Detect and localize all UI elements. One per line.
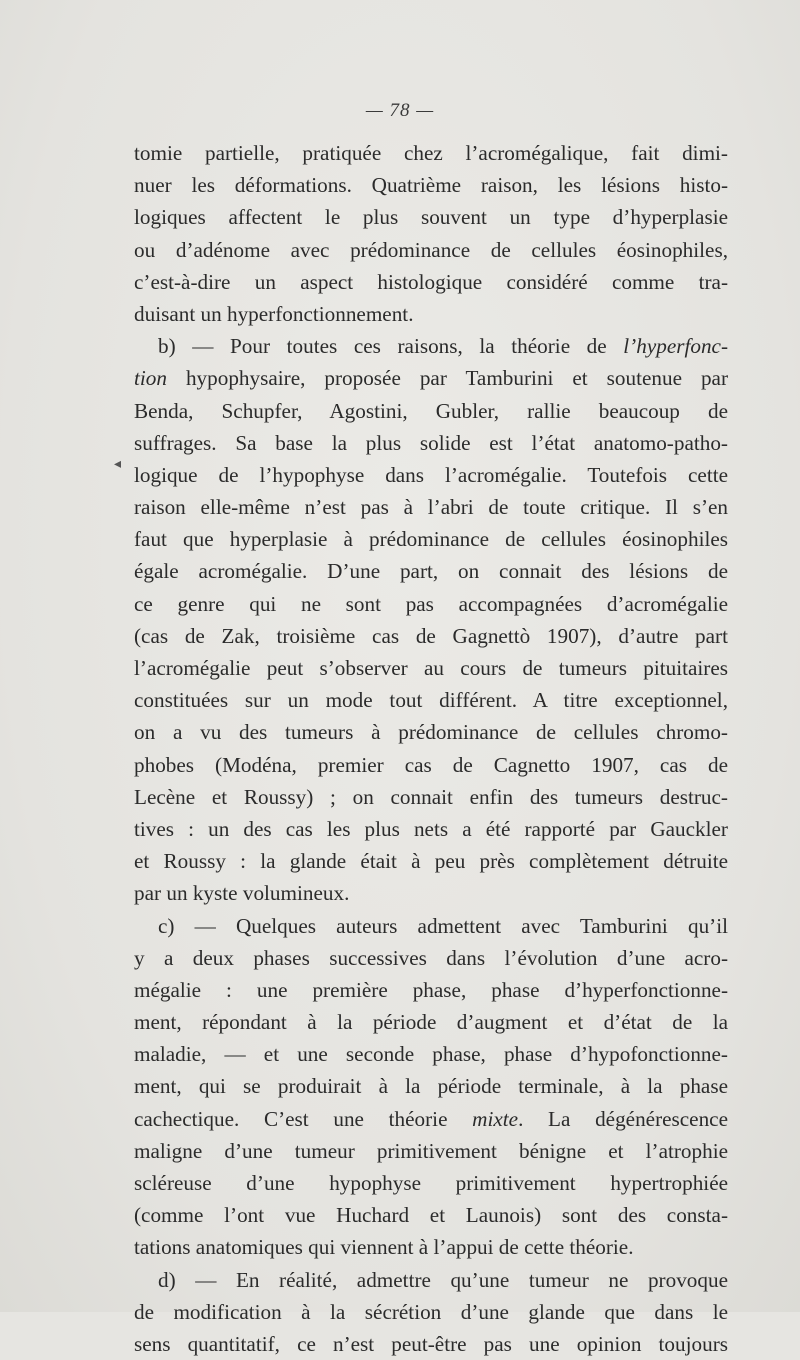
text-line: scléreuse d’une hypophyse primitivement hypertrophiée [134,1171,728,1195]
text-line: raison elle-même n’est pas à l’abri de toute critique. Il s’en [134,495,728,520]
page-number: — 78 — [365,100,435,121]
text-line: c) — Quelques auteurs admettent avec Tamburini qu’il [158,913,728,938]
text-line: phobes (Modéna, premier cas de Cagnetto 1907, cas de [134,752,728,777]
text-line: b) — Pour toutes ces raisons, la théorie de l’hyperfonc- [158,334,728,359]
text-line: faut que hyperplasie à prédominance de cellules éosinophiles [134,527,728,552]
italic-term: tion [134,366,167,391]
text-line: maladie, — et une seconde phase, phase d’hypofonctionne- [134,1042,728,1067]
italic-term: l’hyperfonc- [623,334,728,359]
text-line: c’est-à-dire un aspect histologique considéré comme tra- [134,269,728,294]
text-line: cachectique. C’est une théorie mixte. La dégénérescence [134,1106,728,1131]
text-line: constituées sur un mode tout différent. A titre exceptionnel, [134,688,728,713]
text-line: on a vu des tumeurs à prédominance de cellules chromo- [134,720,728,745]
text-line: de modification à la sécrétion d’une glande que dans le [134,1299,728,1324]
text-line: ou d’adénome avec prédominance de cellules éosinophiles, [134,237,728,262]
text-line: suffrages. Sa base la plus solide est l’état anatomo-patho- [134,430,728,455]
text-line: maligne d’une tumeur primitivement bénigne et l’atrophie [134,1138,728,1163]
text-line: y a deux phases successives dans l’évolution d’une acro- [134,945,728,970]
body-text [134,137,728,1360]
text-line: sens quantitatif, ce n’est peut-être pas une opinion toujours [134,1331,728,1356]
text-line: (comme l’ont vue Huchard et Launois) sont des consta- [134,1203,728,1228]
text-line: duisant un hyperfonctionnement. [134,301,414,326]
text-line: tomie partielle, pratiquée chez l’acromégalique, fait dimi- [134,141,728,165]
text-line: Lecène et Roussy) ; on connait enfin des tumeurs destruc- [134,784,728,809]
text-line: mégalie : une première phase, phase d’hyperfonctionne- [134,977,728,1002]
text-line: égale acromégalie. D’une part, on connait des lésions de [134,559,728,584]
text-line: logiques affectent le plus souvent un type d’hyperplasie [134,205,728,230]
text-line: et Roussy : la glande était à peu près complètement détruite [134,849,728,874]
margin-mark: ◂ [114,457,122,472]
text-line: par un kyste volumineux. [134,881,350,906]
italic-term: mixte [472,1106,519,1131]
text-line: l’acromégalie peut s’observer au cours de tumeurs pituitaires [134,656,728,680]
text-line: ment, qui se produirait à la période terminale, à la phase [134,1074,728,1099]
text-line: tations anatomiques qui viennent à l’appui de cette théorie. [134,1235,634,1260]
text-line: logique de l’hypophyse dans l’acromégalie. Toutefois cette [134,462,728,487]
text-line: ment, répondant à la période d’augment et d’état de la [134,1010,728,1035]
text-line: tives : un des cas les plus nets a été rapporté par Gauckler [134,816,728,841]
text-line: tion hypophysaire, proposée par Tamburini et soutenue par [134,366,728,391]
text-line: ce genre qui ne sont pas accompagnées d’acromégalie [134,591,728,616]
text-line: (cas de Zak, troisième cas de Gagnettò 1907), d’autre part [134,623,728,648]
text-line: Benda, Schupfer, Agostini, Gubler, rallie beaucoup de [134,398,728,423]
text-line: d) — En réalité, admettre qu’une tumeur ne provoque [158,1267,728,1292]
text-line: nuer les déformations. Quatrième raison, les lésions histo- [134,173,728,198]
